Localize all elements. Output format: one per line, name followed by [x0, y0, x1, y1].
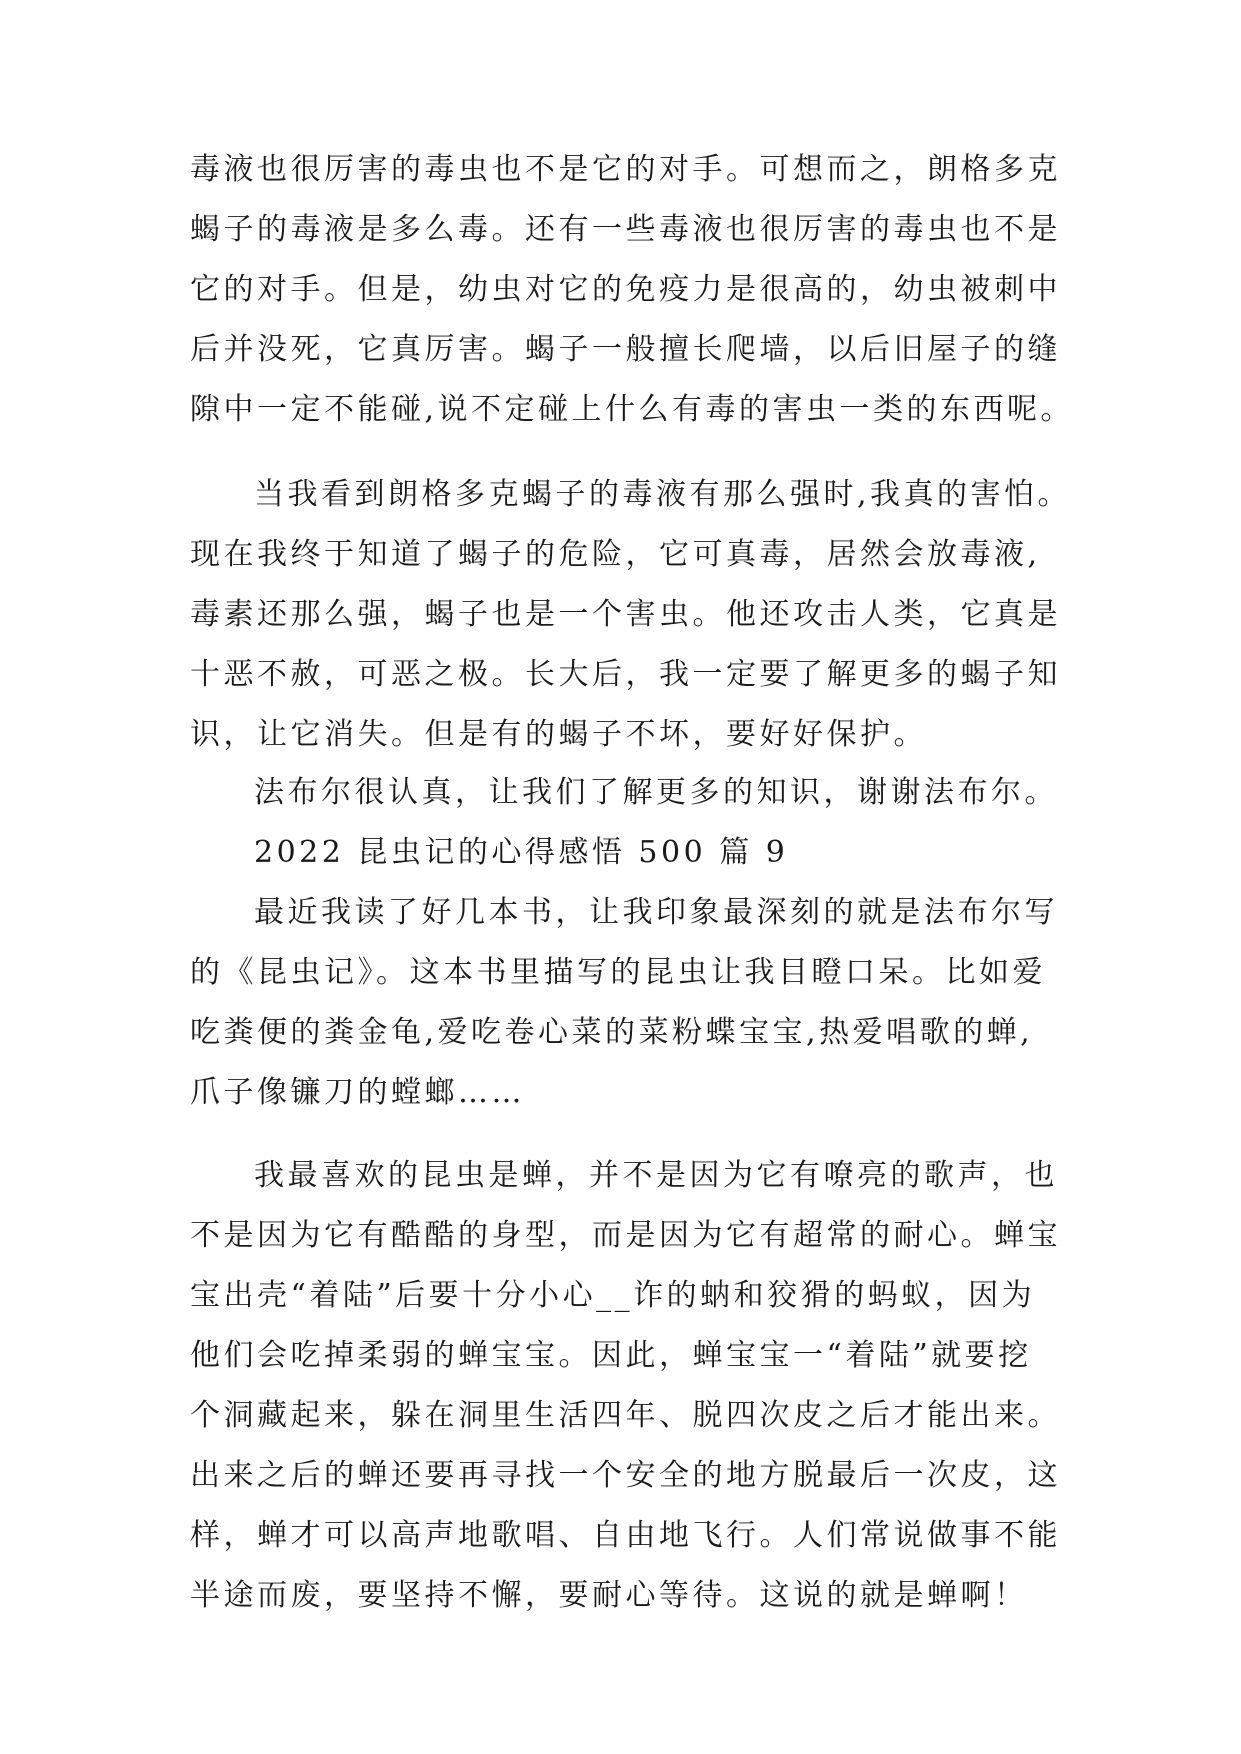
- paragraph-line: 宝出壳“着陆”后要十分小心__诈的蚋和狡猾的蚂蚁，因为: [190, 1278, 1036, 1313]
- paragraph-line: 十恶不赦，可恶之极。长大后，我一定要了解更多的蝎子知: [190, 657, 1061, 692]
- paragraph-line: 蝎子的毒液是多么毒。还有一些毒液也很厉害的毒虫也不是: [190, 212, 1061, 247]
- paragraph-line: 样，蝉才可以高声地歌唱、自由地飞行。人们常说做事不能: [190, 1518, 1061, 1553]
- paragraph-line: 后并没死，它真厉害。蝎子一般擅长爬墙，以后旧屋子的缝: [190, 332, 1061, 367]
- paragraph-line: 它的对手。但是，幼虫对它的免疫力是很高的，幼虫被刺中: [190, 272, 1061, 307]
- paragraph-line: 隙中一定不能碰,说不定碰上什么有毒的害虫一类的东西呢。: [190, 392, 1075, 427]
- paragraph-line: 识，让它消失。但是有的蝎子不坏，要好好保护。: [190, 717, 927, 752]
- paragraph-line: 半途而废，要坚持不懈，要耐心等待。这说的就是蝉啊！: [190, 1578, 1028, 1613]
- paragraph-line: 不是因为它有酷酷的身型，而是因为它有超常的耐心。蝉宝: [190, 1218, 1061, 1253]
- paragraph-line: 的《昆虫记》。这本书里描写的昆虫让我目瞪口呆。比如爱: [190, 955, 1046, 990]
- paragraph-line: 当我看到朗格多克蝎子的毒液有那么强时,我真的害怕。: [254, 477, 1072, 512]
- paragraph-line: 吃粪便的粪金龟,爱吃卷心菜的菜粉蝶宝宝,热爱唱歌的蝉,: [190, 1015, 1034, 1050]
- paragraph-line: 我最喜欢的昆虫是蝉，并不是因为它有嘹亮的歌声，也: [254, 1158, 1058, 1193]
- paragraph-line: 爪子像镰刀的螳螂……: [190, 1075, 525, 1110]
- section-heading: 2022 昆虫记的心得感悟 500 篇 9: [254, 835, 789, 870]
- paragraph-line: 现在我终于知道了蝎子的危险，它可真毒，居然会放毒液,: [190, 537, 1041, 572]
- paragraph-line: 法布尔很认真，让我们了解更多的知识，谢谢法布尔。: [254, 775, 1058, 810]
- paragraph-line: 出来之后的蝉还要再寻找一个安全的地方脱最后一次皮，这: [190, 1458, 1061, 1493]
- paragraph-line: 个洞藏起来，躲在洞里生活四年、脱四次皮之后才能出来。: [190, 1398, 1061, 1433]
- paragraph-line: 毒素还那么强，蝎子也是一个害虫。他还攻击人类，它真是: [190, 597, 1061, 632]
- paragraph-line: 最近我读了好几本书，让我印象最深刻的就是法布尔写: [254, 895, 1058, 930]
- paragraph-line: 他们会吃掉柔弱的蝉宝宝。因此，蝉宝宝一“着陆”就要挖: [190, 1338, 1032, 1373]
- paragraph-line: 毒液也很厉害的毒虫也不是它的对手。可想而之，朗格多克: [190, 152, 1061, 187]
